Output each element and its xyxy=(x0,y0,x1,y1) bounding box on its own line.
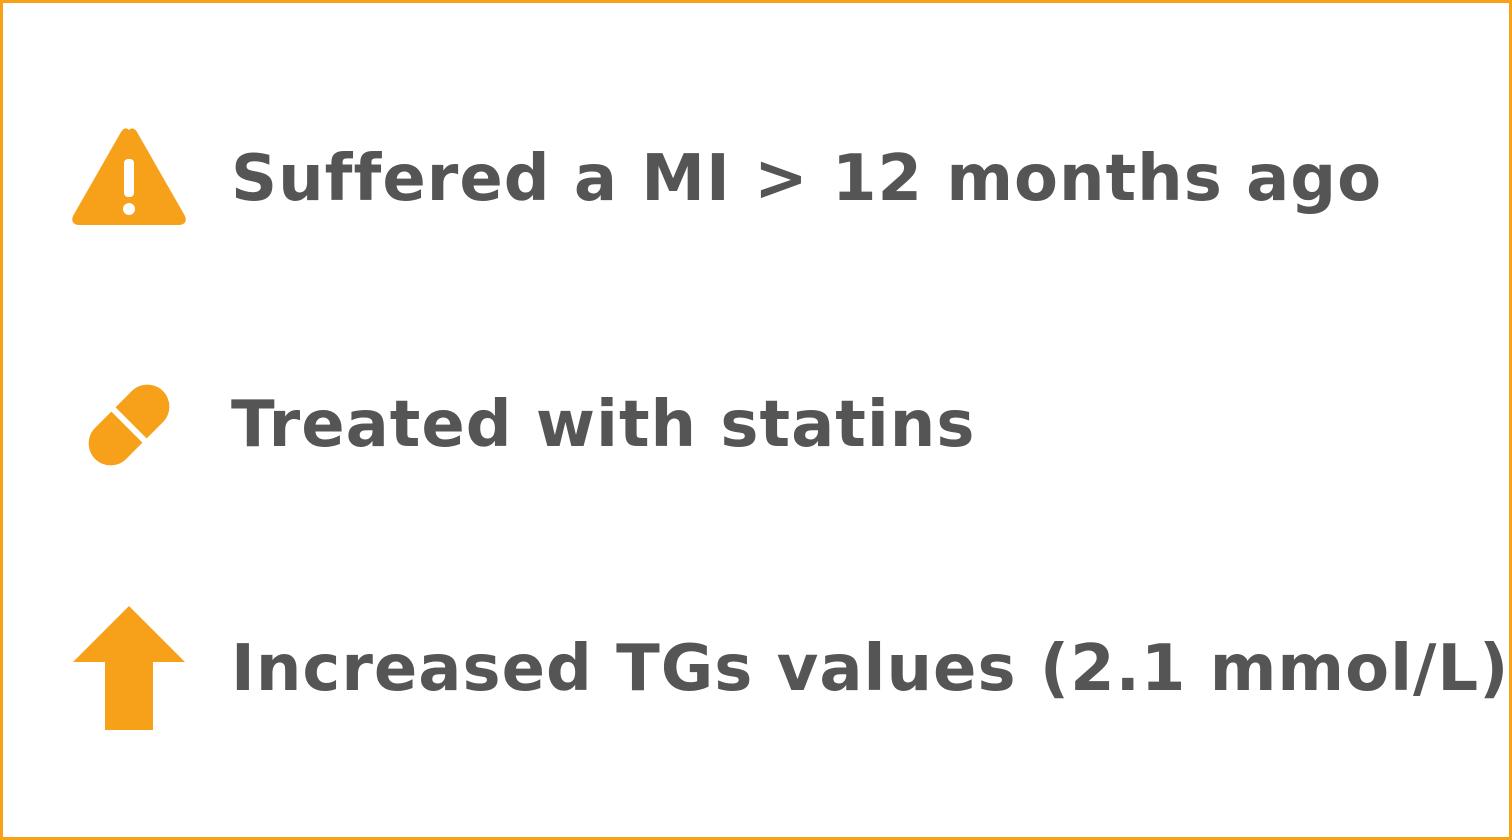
pill-icon xyxy=(69,365,189,485)
criteria-label-tgs: Increased TGs values (2.1 mmol/L) xyxy=(231,632,1510,706)
arrow-up-icon xyxy=(69,609,189,729)
criteria-label-statins: Treated with statins xyxy=(231,388,976,462)
criteria-label-mi: Suffered a MI > 12 months ago xyxy=(231,142,1383,216)
warning-icon xyxy=(69,119,189,239)
